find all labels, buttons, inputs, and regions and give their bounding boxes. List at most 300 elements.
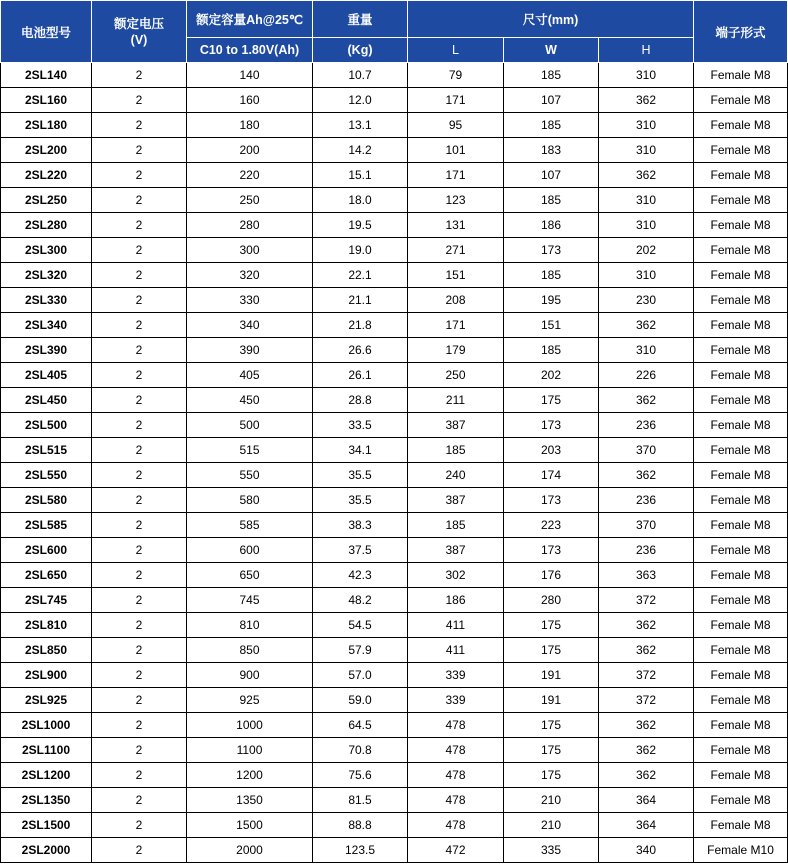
- cell-capacity: 515: [187, 438, 313, 463]
- cell-height: 372: [599, 688, 694, 713]
- table-row: [1, 663, 788, 688]
- cell-length: 250: [408, 363, 504, 388]
- cell-weight: 15.1: [313, 163, 408, 188]
- cell-voltage: 2: [92, 63, 187, 88]
- cell-height: 362: [599, 388, 694, 413]
- table-row: [1, 163, 788, 188]
- cell-terminal: Female M8: [694, 788, 788, 813]
- cell-height: 362: [599, 638, 694, 663]
- cell-width: 185: [504, 263, 599, 288]
- cell-width: 173: [504, 238, 599, 263]
- cell-capacity: 220: [187, 163, 313, 188]
- cell-weight: 38.3: [313, 513, 408, 538]
- cell-height: 372: [599, 588, 694, 613]
- cell-voltage: 2: [92, 463, 187, 488]
- cell-height: 370: [599, 513, 694, 538]
- cell-weight: 34.1: [313, 438, 408, 463]
- cell-height: 202: [599, 238, 694, 263]
- cell-length: 387: [408, 488, 504, 513]
- cell-voltage: 2: [92, 613, 187, 638]
- cell-voltage: 2: [92, 238, 187, 263]
- cell-model: 2SL1350: [1, 788, 92, 813]
- table-row: [1, 188, 788, 213]
- cell-model: 2SL2000: [1, 838, 92, 863]
- table-row: [1, 138, 788, 163]
- cell-length: 240: [408, 463, 504, 488]
- cell-length: 179: [408, 338, 504, 363]
- cell-capacity: 850: [187, 638, 313, 663]
- cell-capacity: 160: [187, 88, 313, 113]
- cell-weight: 75.6: [313, 763, 408, 788]
- cell-width: 202: [504, 363, 599, 388]
- cell-voltage: 2: [92, 438, 187, 463]
- cell-model: 2SL850: [1, 638, 92, 663]
- cell-weight: 54.5: [313, 613, 408, 638]
- cell-terminal: Female M8: [694, 213, 788, 238]
- cell-terminal: Female M8: [694, 388, 788, 413]
- cell-capacity: 585: [187, 513, 313, 538]
- table-row: [1, 713, 788, 738]
- cell-terminal: Female M8: [694, 338, 788, 363]
- header-dim-w: W: [504, 38, 599, 63]
- cell-width: 280: [504, 588, 599, 613]
- cell-model: 2SL585: [1, 513, 92, 538]
- cell-width: 175: [504, 738, 599, 763]
- cell-height: 310: [599, 63, 694, 88]
- cell-capacity: 200: [187, 138, 313, 163]
- cell-height: 310: [599, 263, 694, 288]
- cell-terminal: Female M8: [694, 138, 788, 163]
- cell-weight: 21.1: [313, 288, 408, 313]
- cell-length: 478: [408, 738, 504, 763]
- cell-terminal: Female M8: [694, 763, 788, 788]
- header-voltage: [92, 1, 187, 63]
- cell-weight: 26.1: [313, 363, 408, 388]
- cell-capacity: 2000: [187, 838, 313, 863]
- cell-voltage: 2: [92, 213, 187, 238]
- cell-terminal: Female M8: [694, 438, 788, 463]
- table-row: [1, 363, 788, 388]
- cell-capacity: 745: [187, 588, 313, 613]
- table-row: [1, 288, 788, 313]
- cell-weight: 57.9: [313, 638, 408, 663]
- cell-capacity: 280: [187, 213, 313, 238]
- cell-length: 387: [408, 413, 504, 438]
- cell-width: 175: [504, 763, 599, 788]
- cell-width: 151: [504, 313, 599, 338]
- table-row: [1, 338, 788, 363]
- cell-weight: 59.0: [313, 688, 408, 713]
- cell-capacity: 1200: [187, 763, 313, 788]
- cell-weight: 26.6: [313, 338, 408, 363]
- cell-length: 171: [408, 163, 504, 188]
- table-row: [1, 438, 788, 463]
- cell-model: 2SL220: [1, 163, 92, 188]
- cell-length: 101: [408, 138, 504, 163]
- table-row: [1, 263, 788, 288]
- cell-voltage: 2: [92, 763, 187, 788]
- cell-capacity: 330: [187, 288, 313, 313]
- cell-model: 2SL250: [1, 188, 92, 213]
- cell-width: 191: [504, 688, 599, 713]
- cell-length: 171: [408, 88, 504, 113]
- cell-width: 107: [504, 163, 599, 188]
- cell-weight: 18.0: [313, 188, 408, 213]
- cell-width: 173: [504, 538, 599, 563]
- cell-length: 339: [408, 663, 504, 688]
- cell-width: 335: [504, 838, 599, 863]
- table-row: [1, 588, 788, 613]
- cell-model: 2SL550: [1, 463, 92, 488]
- cell-weight: 48.2: [313, 588, 408, 613]
- cell-capacity: 320: [187, 263, 313, 288]
- cell-model: 2SL1500: [1, 813, 92, 838]
- cell-height: 362: [599, 463, 694, 488]
- table-row: [1, 113, 788, 138]
- cell-length: 185: [408, 438, 504, 463]
- cell-width: 175: [504, 388, 599, 413]
- cell-model: 2SL900: [1, 663, 92, 688]
- cell-model: 2SL160: [1, 88, 92, 113]
- cell-length: 131: [408, 213, 504, 238]
- cell-weight: 70.8: [313, 738, 408, 763]
- cell-terminal: Female M8: [694, 613, 788, 638]
- cell-capacity: 1500: [187, 813, 313, 838]
- cell-height: 310: [599, 188, 694, 213]
- cell-length: 478: [408, 713, 504, 738]
- cell-capacity: 650: [187, 563, 313, 588]
- cell-voltage: 2: [92, 688, 187, 713]
- cell-width: 185: [504, 63, 599, 88]
- cell-voltage: 2: [92, 263, 187, 288]
- cell-capacity: 1100: [187, 738, 313, 763]
- cell-voltage: 2: [92, 538, 187, 563]
- table-row: [1, 813, 788, 838]
- cell-terminal: Female M8: [694, 163, 788, 188]
- cell-height: 236: [599, 413, 694, 438]
- cell-voltage: 2: [92, 638, 187, 663]
- header-dim-l: L: [408, 38, 504, 63]
- cell-voltage: 2: [92, 788, 187, 813]
- header-dimensions: 尺寸(mm): [408, 1, 694, 38]
- cell-height: 362: [599, 763, 694, 788]
- cell-voltage: 2: [92, 288, 187, 313]
- cell-voltage: 2: [92, 813, 187, 838]
- cell-model: 2SL1200: [1, 763, 92, 788]
- cell-terminal: Female M8: [694, 738, 788, 763]
- cell-terminal: Female M8: [694, 263, 788, 288]
- cell-capacity: 580: [187, 488, 313, 513]
- cell-length: 151: [408, 263, 504, 288]
- cell-capacity: 500: [187, 413, 313, 438]
- cell-width: 176: [504, 563, 599, 588]
- cell-height: 362: [599, 738, 694, 763]
- cell-length: 185: [408, 513, 504, 538]
- table-row: [1, 463, 788, 488]
- cell-voltage: 2: [92, 363, 187, 388]
- header-terminal: 端子形式: [694, 1, 788, 63]
- cell-weight: 22.1: [313, 263, 408, 288]
- cell-weight: 42.3: [313, 563, 408, 588]
- cell-height: 362: [599, 88, 694, 113]
- cell-length: 478: [408, 763, 504, 788]
- cell-width: 185: [504, 338, 599, 363]
- cell-width: 210: [504, 788, 599, 813]
- cell-capacity: 180: [187, 113, 313, 138]
- cell-width: 175: [504, 638, 599, 663]
- cell-voltage: 2: [92, 113, 187, 138]
- cell-terminal: Female M8: [694, 688, 788, 713]
- cell-length: 208: [408, 288, 504, 313]
- cell-model: 2SL925: [1, 688, 92, 713]
- cell-model: 2SL320: [1, 263, 92, 288]
- cell-height: 230: [599, 288, 694, 313]
- cell-terminal: Female M8: [694, 63, 788, 88]
- cell-model: 2SL390: [1, 338, 92, 363]
- cell-weight: 10.7: [313, 63, 408, 88]
- cell-width: 186: [504, 213, 599, 238]
- cell-weight: 57.0: [313, 663, 408, 688]
- cell-length: 171: [408, 313, 504, 338]
- cell-terminal: Female M8: [694, 288, 788, 313]
- cell-terminal: Female M8: [694, 588, 788, 613]
- table-row: [1, 838, 788, 863]
- cell-model: 2SL1000: [1, 713, 92, 738]
- cell-terminal: Female M8: [694, 413, 788, 438]
- cell-length: 186: [408, 588, 504, 613]
- header-model: 电池型号: [1, 1, 92, 63]
- cell-model: 2SL745: [1, 588, 92, 613]
- cell-model: 2SL650: [1, 563, 92, 588]
- cell-model: 2SL405: [1, 363, 92, 388]
- cell-length: 95: [408, 113, 504, 138]
- cell-height: 310: [599, 338, 694, 363]
- cell-capacity: 340: [187, 313, 313, 338]
- cell-capacity: 810: [187, 613, 313, 638]
- cell-terminal: Female M8: [694, 513, 788, 538]
- cell-weight: 14.2: [313, 138, 408, 163]
- cell-width: 195: [504, 288, 599, 313]
- cell-model: 2SL330: [1, 288, 92, 313]
- cell-width: 191: [504, 663, 599, 688]
- cell-length: 211: [408, 388, 504, 413]
- cell-width: 203: [504, 438, 599, 463]
- cell-width: 223: [504, 513, 599, 538]
- table-row: [1, 538, 788, 563]
- cell-voltage: 2: [92, 413, 187, 438]
- cell-terminal: Female M8: [694, 313, 788, 338]
- table-row: [1, 513, 788, 538]
- cell-weight: 19.0: [313, 238, 408, 263]
- cell-model: 2SL140: [1, 63, 92, 88]
- cell-terminal: Female M10: [694, 838, 788, 863]
- cell-width: 174: [504, 463, 599, 488]
- cell-length: 302: [408, 563, 504, 588]
- cell-voltage: 2: [92, 138, 187, 163]
- cell-terminal: Female M8: [694, 363, 788, 388]
- cell-capacity: 405: [187, 363, 313, 388]
- cell-terminal: Female M8: [694, 463, 788, 488]
- cell-capacity: 900: [187, 663, 313, 688]
- header-dim-h: H: [599, 38, 694, 63]
- cell-weight: 88.8: [313, 813, 408, 838]
- cell-model: 2SL580: [1, 488, 92, 513]
- cell-model: 2SL515: [1, 438, 92, 463]
- cell-weight: 28.8: [313, 388, 408, 413]
- cell-terminal: Female M8: [694, 188, 788, 213]
- header-voltage-line1: 额定电压: [113, 16, 164, 31]
- table-row: [1, 313, 788, 338]
- cell-voltage: 2: [92, 838, 187, 863]
- cell-voltage: 2: [92, 388, 187, 413]
- cell-weight: 35.5: [313, 463, 408, 488]
- cell-terminal: Female M8: [694, 113, 788, 138]
- cell-length: 472: [408, 838, 504, 863]
- table-row: [1, 88, 788, 113]
- cell-height: 310: [599, 113, 694, 138]
- cell-height: 310: [599, 138, 694, 163]
- cell-capacity: 300: [187, 238, 313, 263]
- cell-height: 372: [599, 663, 694, 688]
- table-row: [1, 763, 788, 788]
- cell-length: 123: [408, 188, 504, 213]
- cell-width: 175: [504, 713, 599, 738]
- cell-weight: 33.5: [313, 413, 408, 438]
- cell-voltage: 2: [92, 713, 187, 738]
- cell-capacity: 140: [187, 63, 313, 88]
- table-header: [1, 1, 788, 63]
- cell-voltage: 2: [92, 188, 187, 213]
- cell-width: 173: [504, 413, 599, 438]
- cell-weight: 21.8: [313, 313, 408, 338]
- cell-weight: 64.5: [313, 713, 408, 738]
- table-row: [1, 613, 788, 638]
- table-row: [1, 213, 788, 238]
- cell-capacity: 550: [187, 463, 313, 488]
- cell-terminal: Female M8: [694, 638, 788, 663]
- cell-length: 79: [408, 63, 504, 88]
- cell-terminal: Female M8: [694, 88, 788, 113]
- table-row: [1, 788, 788, 813]
- cell-weight: 37.5: [313, 538, 408, 563]
- cell-height: 364: [599, 813, 694, 838]
- cell-length: 478: [408, 788, 504, 813]
- table-row: [1, 388, 788, 413]
- cell-model: 2SL300: [1, 238, 92, 263]
- cell-weight: 35.5: [313, 488, 408, 513]
- cell-capacity: 925: [187, 688, 313, 713]
- cell-height: 370: [599, 438, 694, 463]
- cell-capacity: 1350: [187, 788, 313, 813]
- cell-voltage: 2: [92, 163, 187, 188]
- cell-terminal: Female M8: [694, 538, 788, 563]
- cell-terminal: Female M8: [694, 813, 788, 838]
- header-voltage-line2: (V): [130, 32, 148, 47]
- cell-voltage: 2: [92, 338, 187, 363]
- cell-terminal: Female M8: [694, 488, 788, 513]
- cell-width: 185: [504, 188, 599, 213]
- cell-length: 387: [408, 538, 504, 563]
- cell-voltage: 2: [92, 588, 187, 613]
- cell-model: 2SL1100: [1, 738, 92, 763]
- cell-terminal: Female M8: [694, 238, 788, 263]
- cell-voltage: 2: [92, 88, 187, 113]
- cell-voltage: 2: [92, 488, 187, 513]
- cell-model: 2SL340: [1, 313, 92, 338]
- table-row: [1, 638, 788, 663]
- cell-height: 362: [599, 313, 694, 338]
- table-row: [1, 688, 788, 713]
- cell-height: 236: [599, 488, 694, 513]
- cell-terminal: Female M8: [694, 563, 788, 588]
- cell-capacity: 250: [187, 188, 313, 213]
- cell-height: 363: [599, 563, 694, 588]
- cell-width: 173: [504, 488, 599, 513]
- table-row: [1, 413, 788, 438]
- cell-length: 411: [408, 638, 504, 663]
- cell-model: 2SL450: [1, 388, 92, 413]
- cell-terminal: Female M8: [694, 713, 788, 738]
- cell-weight: 12.0: [313, 88, 408, 113]
- cell-width: 210: [504, 813, 599, 838]
- header-capacity-condition: C10 to 1.80V(Ah): [187, 38, 313, 63]
- table-body: [1, 63, 788, 863]
- cell-model: 2SL200: [1, 138, 92, 163]
- cell-weight: 123.5: [313, 838, 408, 863]
- cell-length: 339: [408, 688, 504, 713]
- cell-height: 236: [599, 538, 694, 563]
- table-row: [1, 63, 788, 88]
- cell-width: 175: [504, 613, 599, 638]
- cell-weight: 81.5: [313, 788, 408, 813]
- cell-width: 107: [504, 88, 599, 113]
- cell-length: 271: [408, 238, 504, 263]
- cell-capacity: 1000: [187, 713, 313, 738]
- header-weight: 重量: [313, 1, 408, 38]
- cell-capacity: 600: [187, 538, 313, 563]
- cell-model: 2SL180: [1, 113, 92, 138]
- cell-capacity: 390: [187, 338, 313, 363]
- table-row: [1, 238, 788, 263]
- cell-voltage: 2: [92, 313, 187, 338]
- cell-height: 362: [599, 163, 694, 188]
- cell-height: 362: [599, 713, 694, 738]
- cell-height: 362: [599, 613, 694, 638]
- cell-length: 478: [408, 813, 504, 838]
- header-capacity: 额定容量Ah@25℃: [187, 1, 313, 38]
- cell-voltage: 2: [92, 563, 187, 588]
- cell-model: 2SL280: [1, 213, 92, 238]
- cell-height: 364: [599, 788, 694, 813]
- cell-height: 226: [599, 363, 694, 388]
- table-row: [1, 488, 788, 513]
- cell-voltage: 2: [92, 663, 187, 688]
- table-row: [1, 563, 788, 588]
- cell-width: 185: [504, 113, 599, 138]
- cell-width: 183: [504, 138, 599, 163]
- cell-model: 2SL600: [1, 538, 92, 563]
- cell-length: 411: [408, 613, 504, 638]
- cell-weight: 13.1: [313, 113, 408, 138]
- cell-terminal: Female M8: [694, 663, 788, 688]
- cell-height: 310: [599, 213, 694, 238]
- cell-voltage: 2: [92, 738, 187, 763]
- cell-height: 340: [599, 838, 694, 863]
- header-weight-unit: (Kg): [313, 38, 408, 63]
- cell-weight: 19.5: [313, 213, 408, 238]
- table-row: [1, 738, 788, 763]
- cell-model: 2SL500: [1, 413, 92, 438]
